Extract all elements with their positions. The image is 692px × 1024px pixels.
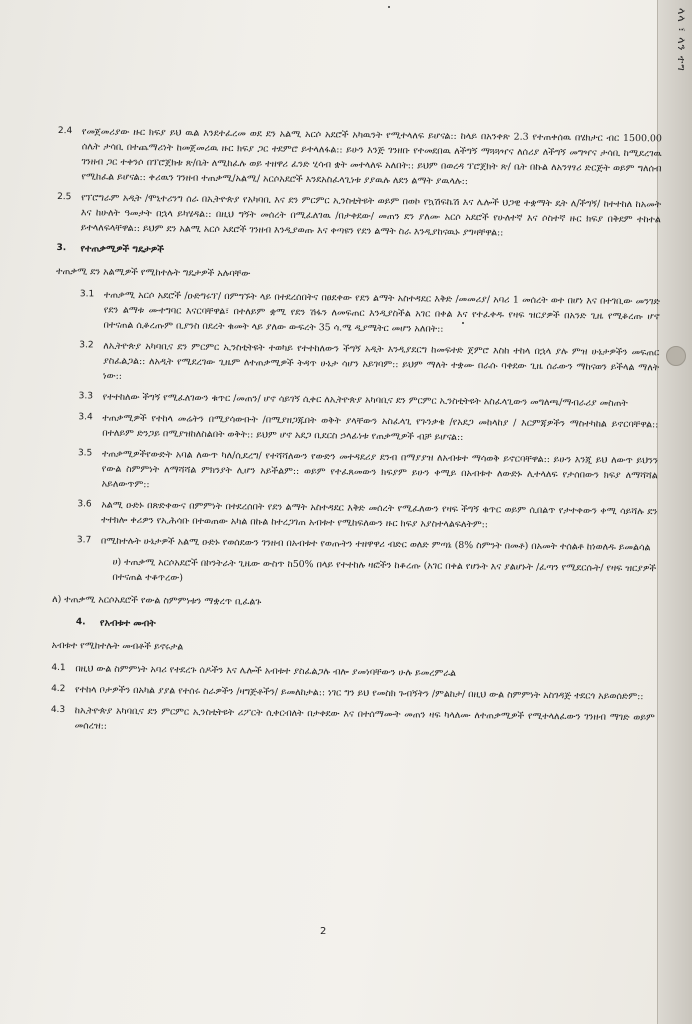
section-4-heading [52, 615, 656, 637]
page-number: 2 [320, 926, 327, 937]
adjacent-page-edge [657, 0, 692, 1024]
item-number: 4.2 [51, 683, 66, 695]
item-number: 3.5 [77, 448, 93, 459]
sub-clause-b: ለ) ተጠቃሚ አርሶአደሮች የውል ስምምነቱን ማቋረጥ ቢፈልጉ [52, 593, 262, 608]
section-3-intro: ተጠቃሚ ደን አልሚዎች የሚከተሉት ግዴታዎች አሉባቸው [56, 265, 251, 280]
right-4-2 [51, 682, 655, 704]
sub-clause-a: ሀ) ተጠቃሚ አርሶአደሮች በኮንትራት ጊዜው ውስጥ ከ50% በላይ የተተከሉ ዛፎችን ከቆረጡ (አገር በቀል የሆኑት እና ያልሆኑት /ፈጣን የሚደርሱት/ የዛፍ ዝርያዎች በተናጠል ተቆጥረው) [112, 556, 657, 584]
section-number: 4. [75, 617, 86, 628]
item-number: 3.4 [78, 412, 93, 423]
obligation-3-4 [54, 410, 658, 447]
obligation-3-3 [55, 389, 659, 411]
item-text: የተተከለው ችግኝ የሚፈለገውን ቁጥር /መጠን/ ሆኖ ሳይገኝ ሲቀር ለኢትዮጵያ አካባቢና ደን ምርምር ኢንስቲትዩት አስፈላጊውን መግለጫ/ማብራሪያ መስጠት [102, 391, 628, 409]
paragraph-number: 2.4 [57, 125, 73, 137]
section-number: 3. [56, 242, 67, 254]
section-title: የተጠቃሚዎች ግዴታዎች [80, 243, 164, 256]
paragraph-number: 2.5 [57, 191, 72, 203]
item-text: ተጠቃሚ አርሶ አደሮች /ዑድግሩፕ/ በምግኙት ላይ በተደረሰበትና በፀደቀው የደን ልማት አስተዳደር እቅድ /መመሪያ/ አባሪ 1 መሰረት ወተ በሆነ እና በተገቢው መንገድ የደን ልማቱ ሙተግባር እናርባቸዋል፣ በተለይም ቋሚ የደን ሽፋን ለመፍጠር እንዲያስችል አገር በቀል እና የተፈቀዱ የዛፍ ዝርያዎች በአንድ ጊዜ የሚቆረጡ ሆኖ በተናጠል ሲቆረጡም ቢያንስ በደረት ቁመት ላይ ያለው ውፍረት 35 ሳ.ሜ ዲያሜትር መሆን አለበት:: [103, 289, 660, 335]
item-text: ተጠቃሚዎች የተከላ መሬትን በሚያሳውቡት /በሚያዘጋጁበት ወቅት ያላቸውን አስፈላጊ የጉንቃቄ /የአደጋ መከላከያ / እርምጃዎችን ማስተካከል ይኖርባቸዋል:: በተለይም ድንጋይ በሚያዝከለስልበት ወቅት:: ይህም ሆኖ አደጋ ቢደርስ ኃላፊነቱ የጠቃሚዎች ብቻ ይሆናል:: [102, 412, 659, 443]
punch-hole [666, 346, 686, 366]
paragraph-2-5 [57, 190, 662, 242]
paragraph-text: የፕሮግራም አዲት /ሞኒተሪንግ ሰራ በኢትዮጵያ የአካባቢ እና ደን ምርምር ኢንስቲትዩት ወይም በወኮ የኳሽፍኬሽ እና ሌሎች ህጋዊ ተቋማት ዴት ለ/ችግኝ/ ከተተከለ ከአመት እና ከሁለት ዓመታት በኋላ ይካሄዳል:: በዚህ ግኝት መሰረት በሚፈለገዉ /በታቀደው/ መጠን ደን ያለሙ አርሶ አደሮች የሁለተኛ እና ሶስተኛ ዙር ክፍያ በቅደም ተከተል ይተላለፍላቸዋል:: ይህም ደን አልሚ አርሶ አደሮች ገንዘብ እንዲያወጡ እና ቀጣዩን የደን ልማት ስራ እንዲያከናዉኑ ያግዛቸዋል:: [80, 192, 662, 239]
item-text: በሚከተሉት ሁኔታዎች አልሚ ዑድኑ የወሰደውን ገንዘብ በአብቱተ የወጡትን ተዘዋዋሪ ብድር ወለድ ምጣኔ (8% ስምንት በመቶ) በአመት ተሰልቶ ከነወለዱ ይመልሳል [100, 535, 651, 554]
obligation-3-2 [55, 338, 660, 390]
item-number: 4.3 [50, 704, 66, 716]
right-4-3 [51, 703, 655, 740]
obligation-3-6 [53, 497, 657, 534]
item-text: ለኢትዮጵያ አካባቢና ደን ምርምር ኢንስቲትዩት ተወካይ የተተከለውን ችግኝ አዲት እንዲያደርግ ከመፍተድ ጀምሮ እስከ ተከላ በኋላ ያሉ ምዝ ሁኔታዎችን መፍጠር ያስፈልጋል:: ለአዲት የሚደረገው ጊዜም ለተጠቃሚዎች ትዳጥ ሁኔታ ሳሆን አይገባም:: ይህም ማለት ተቋሙ በራሱ ባቀደው ጊዜ ሰራውን ማከናወን ይችላል ማለት ነው:: [102, 340, 660, 382]
section-4-intro: አብቱተ የሚከተሉት መብቶች ይኖሩታል [51, 639, 184, 653]
item-number: 3.1 [79, 289, 95, 300]
item-text: ከኢትዮጵያ አካባቢና ደን ምርምር ኢንስቲትዩት ሪፖርት ሲቀርብለት በታቀደው እና በተሰማሙት መጠን ዛፍ ካላለሙ ለተጠቃሚዎች የሚተላለፈውን ገንዘብ ማገድ ወይም መሰረዝ:: [74, 705, 655, 732]
item-number: 3.2 [79, 340, 94, 351]
item-number: 3.3 [78, 391, 94, 402]
item-number: 3.7 [76, 535, 92, 546]
paragraph-text: የመጀመሪያው ዙር ክፍያ ይህ ዉል እንደተፈረመ ወደ ደን አልሚ አርሶ አደሮች አካዉንት የሚተላለፍ ይሆናል:: ከላይ በአንቀጽ 2.3 የተጠቀሰዉ በሄክታር ብር 1500.00 ሰሌት ታሳቢ በተጨማሪነት ከመጀመሪዉ ዙር ክፍያ ጋር ተደምሮ ይተላለፋል:: ይሁን እንጅ ገንዘቡ የተመደበዉ ለችግኝ ማጓጓዣና ለሰሪያ ለችግኝ መግዣና ታሳቢ ከሚደረገዉ ገንዘብ ጋር ተቀንሶ በፕሮጀክቱ ጽ/ቤት ለሚከፈሉ ወይ ተዘዋሪ ፈንድ ሂሳብ ቋት መተላለፍ አለበት:: ይህም በወረዳ ፕሮጀክት ጽ/ ቤት በኩል ለአንፃፃሪ ድርጅት ወይም ግለሰብ የሚከፈል ይሆናል:: ቀሪዉን ገንዘብ ተጠቃሚ/አልሚ/ አርሶአደሮች እንደአስፈላጊነቱ ያያዉሉ ለደን ልማት ያዉላሉ:: [81, 126, 662, 188]
scan-speck [388, 6, 390, 8]
item-text: በዚህ ውል ስምምነት አባሪ የተደረጉ ሰዶችን እና ሌሎች አብቱተ ያስፈልጋሉ ብሎ ያመነባቸውን ሁሉ ይመረምራል [75, 663, 457, 679]
right-4-1 [51, 661, 655, 683]
item-text: ተጠቃሚዎችየውድት አባል ለውጥ ካለ/ሲደረግ/ የተሻሻለውን የውድን መተዳደሪያ ደንብ በማያያዝ ለአብቱተ ማሳወቅ ይኖርባቸዋል:: ይሁን እንጂ ይህ ለውጥ ይህንን የውል ስምምነት ለማሻሻል ምክንያት ሊሆን አይችልም:: ወይም የተፈጸመውን ክፍያም ይሁን ቀሚይ በአብቱተ ለውድኑ ሊተላለፍ የታሰበውን ክፍያ ለማሻሻል አይለውጥም:: [101, 448, 658, 491]
item-number: 3.6 [77, 499, 92, 510]
obligation-3-5 [54, 446, 659, 498]
obligation-3-7 [53, 533, 657, 555]
section-3-heading [56, 241, 660, 263]
paragraph-2-4 [57, 124, 662, 191]
section-title: የአብቱተ መብት [99, 617, 156, 630]
item-text: አልሚ ዑድኑ በጽድቀውና በምምነት በተደረሰበት የደን ልማት አስተዳደር እቅድ መሰረት የሚፈለውን የዛፍ ችግኝ ቁጥር ወይም ሲበልጥ የታተቀውን ቀሚ ሳይሻሉ ደን ተተክሎ ቀሪዎን የኢሕሳቡ በተወጠው አካል በኩል ከተረጋገጠ አብቱተ የሚከፍለውን ዙር ክፍያ አያስተላልፍለትም:: [101, 499, 658, 531]
edge-text: ላላ ፣ ላን ተግ [675, 8, 688, 72]
obligation-3-1 [55, 287, 660, 339]
document-body [50, 124, 661, 746]
item-text: የተከላ ቦታዎችን በአካል ያያል የተሰሩ ስራዎችን /ዛግጅቶችን/ ይመለከታል:: ነገር ግን ይህ የመስክ ጉብኝትን /ምልከታ/ በዚህ ውል ስምምነት አስገዳጅ ተደርጎ አይወሰድም:: [75, 684, 644, 703]
item-number: 4.1 [51, 662, 66, 674]
